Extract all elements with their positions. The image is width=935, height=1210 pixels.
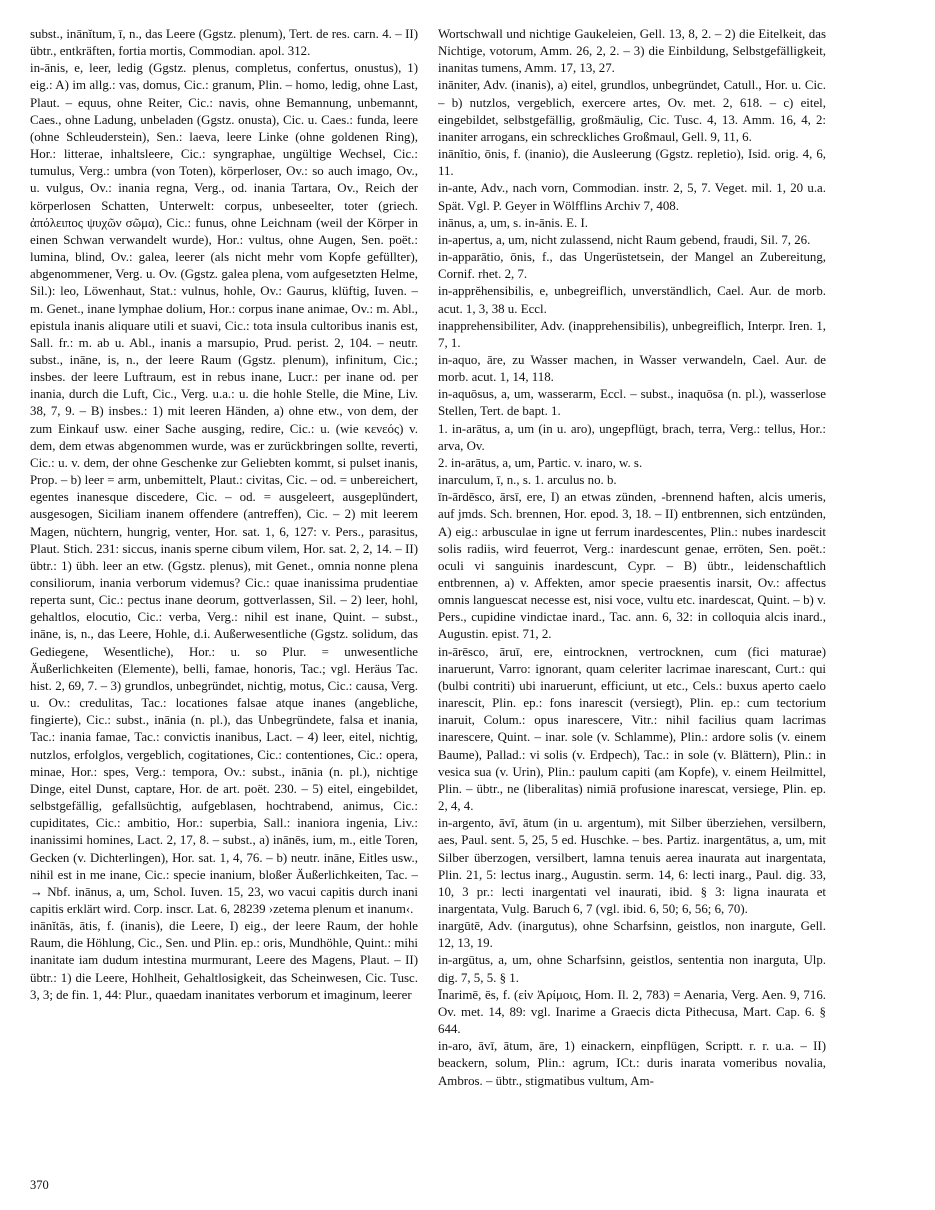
dictionary-entry: inānĭtio, ōnis, f. (inanio), die Ausleerung (Ggstz. repletio), Isid. orig. 4, 6, 11. <box>438 147 826 179</box>
dictionary-entry: in-aquōsus, a, um, wasserarm, Eccl. – subst., inaquōsa (n. pl.), wasserlose Stellen, Tert. de bapt. 1. <box>438 387 826 419</box>
dictionary-entry: in-argento, āvī, ātum (in u. argentum), mit Silber überziehen, versilbern, aes, Paul. sent. 5, 25, 5 ed. Huschke. – bes. Partiz. inargentātus, a, um, mit Silber überzogen, versilbert, lamna tenuis aerea inaurata aut inargentata, Plin. 21, 5: lectus inarg., Augustin. serm. 14, 6: lecti inarg., Paul. dig. 33, 10, 3 pr.: lecti inargentati vel inaurati, ibid. § 3: ligna inaurata et inargentata, Vulg. Baruch 6, 7 (vgl. ibid. 6, 50; 6, 56; 6, 70). <box>438 816 826 916</box>
dictionary-entry: inānĭtās, ātis, f. (inanis), die Leere, I) eig., der leere Raum, der hohle Raum, die Höhlung, Cic., Sen. und Plin. ep.: oris, Mundhöhle, Quint.: mihi inanitate iam dudum intestina murmurant, Leere des Magens, Plaut. – II) übtr.: 1) die Leere, Hohlheit, Gehaltlosigkeit, das Scheinwesen, Cic. Tusc. 3, 3; de fin. 1, 44: Plur., quaedam inanitates verborum et imaginum, leerer <box>30 919 418 1002</box>
left-column <box>30 26 418 1174</box>
dictionary-entry: 2. in-arātus, a, um, Partic. v. inaro, w. s. <box>438 455 643 470</box>
dictionary-entry: in-apprĕhensibilis, e, unbegreiflich, unverständlich, Cael. Aur. de morb. acut. 1, 3, 38 u. Eccl. <box>438 284 826 316</box>
dictionary-entry: ināniter, Adv. (inanis), a) eitel, grundlos, unbegründet, Catull., Hor. u. Cic. – b) nutzlos, vergeblich, exercere artes, Ov. met. 2, 618. – c) eitel, eingebildet, selbstgefällig, großmäulig, Cic. Tusc. 4, 13. Amm. 16, 4, 2: inaniter arrogans, ein schreckliches Großmaul, Gell. 9, 11, 6. <box>438 78 826 144</box>
dictionary-entry: in-apparātio, ōnis, f., das Ungerüstetsein, der Mangel an Zubereitung, Cornif. rhet. 2, 7. <box>438 250 826 282</box>
dictionary-entry: in-argūtus, a, um, ohne Scharfsinn, geistlos, sententia non inarguta, Ulp. dig. 7, 5, 5. § 1. <box>438 953 826 985</box>
dictionary-entry: īn-ārdēsco, ārsī, ere, I) an etwas zünden, -brennend haften, alcis umeris, auf jmds. Sch. brennen, Hor. epod. 3, 18. – II) entbrennen, sich entzünden, A) eig.: arbusculae in igne ut ferrum inardescentes, Plin.: nubes inardescit solis radiis, wird feuerrot, Verg.: inardescunt genae, erröten, Sen. poët.: oculi vi sanguinis inardescunt, Cypr. – B) übtr., leidenschaftlich entbrennen, a) v. Affekten, amor specie praesentis inarsit, Ov.: affectus omnis languescat necesse est, nisi voce, vultu etc. inardescat, Quint. – b) v. Pers., cupidine vindictae inard., Tac. ann. 6, 32: in colloquia alcis inard., Augustin. epist. 71, 2. <box>438 490 826 642</box>
dictionary-entry: inapprehensibiliter, Adv. (inapprehensibilis), unbegreiflich, Interpr. Iren. 1, 7, 1. <box>438 318 826 350</box>
dictionary-entry: in-ānis, e, leer, ledig (Ggstz. plenus, completus, confertus, onustus), 1) eig.: A) im allg.: vas, domus, Cic.: granum, Plin. – homo, ledig, ohne Last, Plaut. – equus, ohne Reiter, Cic.: navis, ohne Bemannung, unbemannt, Caes., ohne Ladung, unbeladen (Ggstz. onusta), Cic. u. Caes.: funda, leere (ohne Schleuderstein), Sen.: laeva, leere Linke (ohne goldenen Ring), Hor.: litterae, inhaltsleere, Cic.: syngraphae, ungültige Wechsel, Cic.: tumulus, Verg.: umbra (von Toten), körperloser, Ov.: so auch imago, Ov., u. vulgus, Ov.: inania regna, Verg., od. inania Tartara, Ov., Reich der körperlosen Schatten, Unterwelt: corpus, unbeseelter, toter (griech. ἀπόλειπος ψυχῶν σῶμα), Cic.: funus, ohne Leichnam (weil der Körper in einen Schwan verwandelt wurde), Hor.: vultus, ohne Augen, Sen. poët.: lumina, blind, Ov.: galea, leerer (als nicht mehr vom Kopfe gefüllter), abgenommener, Verg. u. Ov. (Ggstz. galea plena, vom aufgesetzten Helme, Sil.): leo, Löwenhaut, Stat.: vulnus, hohle, Ov.: Gaurus, klüftig, Iuven. – m. Genet., inane lymphae dolium, Hor.: corpus inane animae, Ov.: m. Abl., epistula inanis aliquare utili et suavi, Cic.: tota insula cultoribus inanis est, Sall. fr.: m. ab u. Abl., inanis a marsupio, Prud. perist. 2, 104. – neutr. subst., ināne, is, n., der leere Raum (Ggstz. plenum), infinitum, Cic.; insbes. der leere Luftraum, est in rebus inane, Lucr.: per inane od. per inania, durch die Luft, Cic., Verg. u.a.: u. die hohle Stelle, die Mine, Liv. 38, 7, 9. – B) insbes.: 1) mit leeren Händen, a) ohne etw., von dem, der zum Einkauf usw. einer Sache ausging, redire, Cic.: u. (wie κενεός) v. dem, dem etwas abgenommen wurde, was er zurückbringen sollte, reverti, Cic.: u. v. dem, der ohne Geschenke zur Geliebten kommt, si pulset inanis, Prop. – b) leer = arm, unbemittelt, Plaut.: civitas, Cic. – od. = unbereichert, egentes inanesque discedere, Cic. – od. = ausgeleert, ausgeplündert, ausgesogen, Siciliam inanem offendere (antreffen), Cic. – 2) mit leerem Magen, nüchtern, hungrig, venter, Hor. sat. 1, 6, 127: v. Pers., parasitus, Plaut. Stich. 231: siccus, inanis sperne cibum vilem, Hor. sat. 2, 2, 14. – II) übtr.: 1) übh. leer an etw. (Ggstz. plenus), mit Genet., omnia nonne plena consiliorum, inania verborum videmus? Cic.: quae inanissima prudentiae reperta sunt, Cic.: pectus inane deorum, gottverlassen, Sil. – 2) leer, hohl, gehaltlos, elocutio, Cic.: verba, Verg.: nihil est inane, Quint. – subst., ināne, is, n., das Leere, Hohle, d.i. Außerwesentliche (Ggstz. solidum, das Gediegene, Wesentliche), Hor.: u. so Plur. = unwesentliche Äußerlichkeiten (Elemente), belli, famae, honoris, Tac.; vgl. Heräus Tac. hist. 2, 69, 7. – 3) grundlos, unbegründet, nichtig, motus, Cic.: causa, Verg. u. Ov.: credulitas, Tac.: locationes falsae atque inanes (angebliche, fingierte), Cic.: subst., inānia (n. pl.), das Unbegründete, falsa et inania, Tac.: inania famae, Tac.: convictis inanibus, Lact. – 4) leer, eitel, nichtig, nutzlos, erfolglos, vergeblich, cogitationes, Cic.: contentiones, Cic.: opera, minae, Hor.: spes, Verg.: tempora, Ov.: subst., inānia (n. pl.), nichtige Dinge, eitel Dunst, captare, Hor. de art. poët. 230. – 5) eitel, eingebildet, selbstgefällig, gefallsüchtig, aufgeblasen, hochtrabend, animus, Cic.: cupiditates, Cic.: ambitio, Hor.: superbia, Sall.: inaniora ingenia, Liv.: inanissimi homines, Lact. 2, 17, 8. – subst., a) inānēs, ium, m., eitle Toren, Gecken (v. Dichterlingen), Hor. sat. 1, 4, 76. – b) neutr. ināne, Eitles usw., nihil est in me inane, Cic.: specie inanium, bloßer Äußerlichkeiten, Tac. – → Nbf. inānus, a, um, Schol. Iuven. 15, 23, wo vacui capitis durch inani capitis erklärt wird. Corp. inscr. Lat. 6, 28239 ›zetema plenum et inanum‹. <box>30 61 418 916</box>
dictionary-entry: in-ārēsco, āruī, ere, eintrocknen, vertrocknen, cum (fici maturae) inaruerunt, Varro: ignorant, quam celeriter lacrimae inarescant, Curt.: qui (bulbi contriti) ubi inaruerunt, efficiunt, ut etc., Cels.: buxus aperto caelo inarescit, Plin. ep.: fons inarescit (versiegt), Plin. ep.: cum tectorium inaruit, Colum.: opus inarescere, Vitr.: nihil facilius quam lacrimas inarescere, Quint. – inar. sole (v. Schlamme), Plin.: ardore solis (v. einem Baume), Pallad.: vi solis (v. Erdpech), Tac.: in sole (v. Blättern), Plin.: in vesica sua (v. Urin), Plin.: paulum capiti (am Kopfe), v. einem Heilmittel, Plin. – übtr., ne (liberalitas) nimiā profusione inarescat, versiege, Plin. ep. 2, 4, 4. <box>438 644 826 814</box>
right-column <box>438 26 826 1174</box>
dictionary-entry: 1. in-arātus, a, um (in u. aro), ungepflügt, brach, terra, Verg.: tellus, Hor.: arva, Ov. <box>438 421 826 453</box>
dictionary-entry: Wortschwall und nichtige Gaukeleien, Gell. 13, 8, 2. – 2) die Eitelkeit, das Nichtige, votorum, Amm. 26, 2, 2. – 3) die Einbildung, Selbstgefälligkeit, inanitas tumens, Amm. 17, 13, 27. <box>438 27 826 76</box>
dictionary-entry: in-ante, Adv., nach vorn, Commodian. instr. 2, 5, 7. Veget. mil. 1, 20 u.a. Spät. Vgl. P. Geyer in Wölfflins Archiv 7, 408. <box>438 181 826 213</box>
dictionary-entry: in-aquo, āre, zu Wasser machen, in Wasser verwandeln, Cael. Aur. de morb. acut. 1, 14, 118. <box>438 352 826 385</box>
dictionary-entry: inargūtē, Adv. (inargutus), ohne Scharfsinn, geistlos, non inargute, Gell. 12, 13, 19. <box>438 919 826 951</box>
dictionary-entry: subst., inānĭtum, ī, n., das Leere (Ggstz. plenum), Tert. de res. carn. 4. – II) übtr., entkräften, fortia mortis, Commodian. apol. 312. <box>30 27 418 59</box>
dictionary-entry: in-aro, āvī, ātum, āre, 1) einackern, einpflügen, Scriptt. r. r. u.a. – II) beackern, solum, Plin.: agrum, ICt.: duris inarata vomeribus novalia, Ambros. – übtr., stigmatibus vultum, Am- <box>438 1039 826 1088</box>
dictionary-entry: inānus, a, um, s. in-ānis. E. I. <box>438 215 589 230</box>
dictionary-entry: in-apertus, a, um, nicht zulassend, nicht Raum gebend, fraudi, Sil. 7, 26. <box>438 232 811 247</box>
page-number: 370 <box>30 1178 49 1192</box>
dictionary-entry: inarculum, ī, n., s. 1. arculus no. b. <box>438 473 617 488</box>
dictionary-entry: Īnarimē, ēs, f. (εἰν Ἀρίμοις, Hom. Il. 2, 783) = Aenaria, Verg. Aen. 9, 716. Ov. met. 14, 89: vgl. Inarime a Graecis dicta Pithecusa, Mart. Cap. 6. § 644. <box>438 987 826 1037</box>
